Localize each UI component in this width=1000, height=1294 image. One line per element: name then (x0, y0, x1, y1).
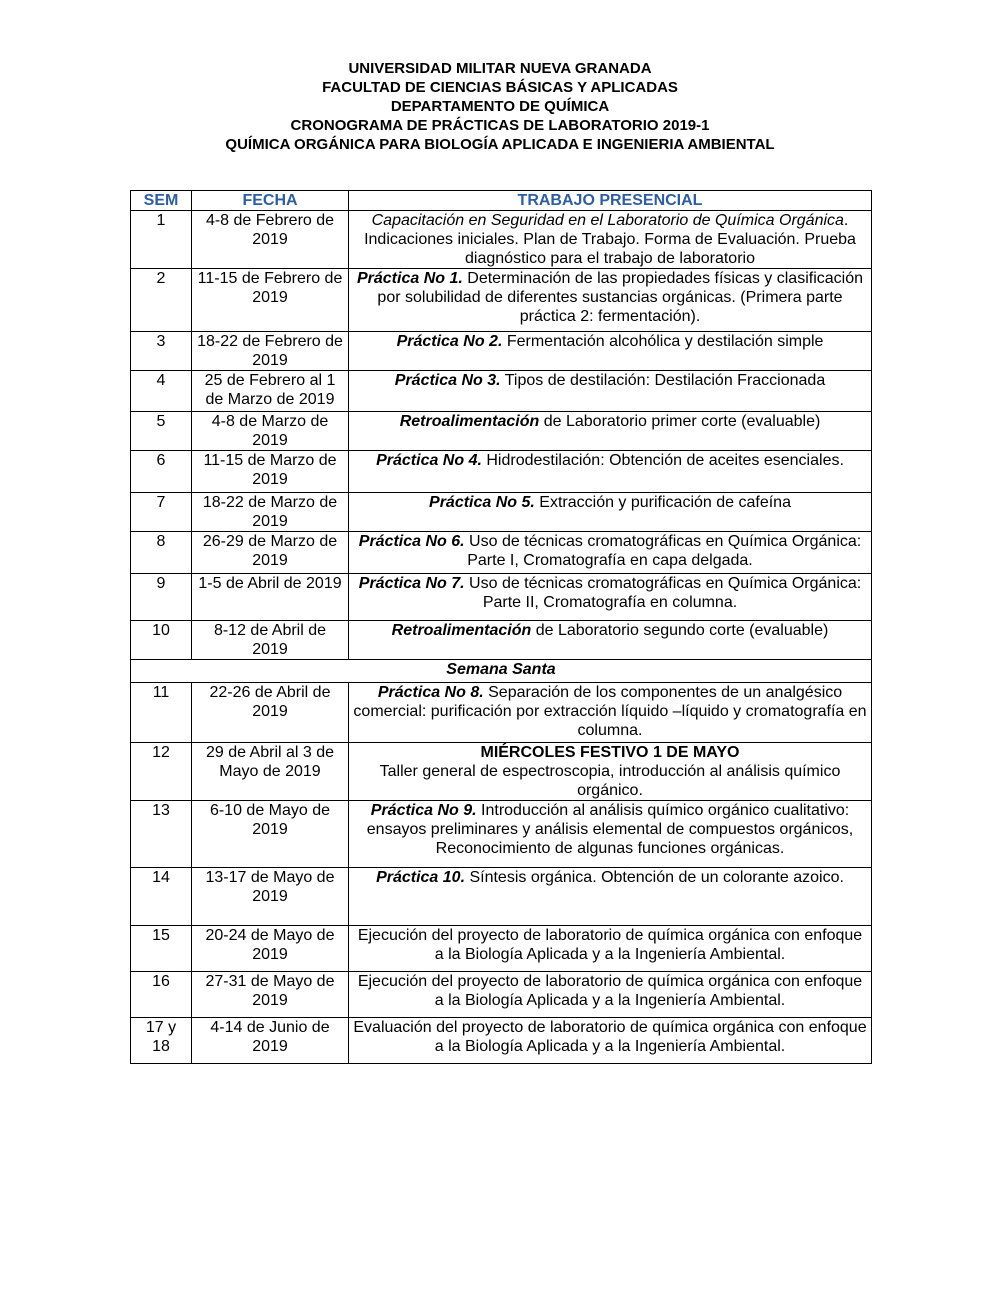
header-sem: SEM (131, 191, 192, 211)
cell-sem: 10 (131, 621, 192, 660)
cell-sem: 13 (131, 801, 192, 868)
cell-trabajo: Ejecución del proyecto de laboratorio de química orgánica con enfoque a la Biología Aplicada y a la Ingeniería Ambiental. (349, 926, 872, 972)
cell-trabajo (349, 371, 872, 412)
activity-lead: Capacitación en Seguridad en el Laboratorio de Química Orgánica (371, 212, 844, 229)
table-row (131, 868, 872, 926)
cell-sem: 5 (131, 412, 192, 451)
activity-lead: Práctica No 7. (358, 575, 465, 592)
activity-text: . Indicaciones iniciales. Plan de Trabajo. Forma de Evaluación. Prueba diagnóstico para el trabajo de laboratorio (364, 212, 856, 267)
cell-fecha: 4-8 de Febrero de 2019 (192, 211, 349, 269)
holiday-notice: MIÉRCOLES FESTIVO 1 DE MAYO (480, 744, 740, 761)
cell-fecha: 18-22 de Marzo de 2019 (192, 493, 349, 532)
activity-lead: Práctica No 8. (377, 684, 484, 701)
activity-lead: Práctica No 3. (394, 372, 501, 389)
cell-sem: 2 (131, 269, 192, 332)
cell-trabajo (349, 621, 872, 660)
table-row (131, 621, 872, 660)
cell-fecha: 18-22 de Febrero de 2019 (192, 332, 349, 371)
cell-sem: 6 (131, 451, 192, 493)
schedule-title: CRONOGRAMA DE PRÁCTICAS DE LABORATORIO 2019-1 (290, 117, 710, 134)
activity-text: Fermentación alcohólica y destilación simple (502, 333, 824, 350)
table-header-row (131, 191, 872, 211)
activity-lead: Retroalimentación (391, 622, 532, 639)
cell-fecha: 26-29 de Marzo de 2019 (192, 532, 349, 574)
cell-sem: 3 (131, 332, 192, 371)
table-row-holiday (131, 660, 872, 683)
cell-fecha: 27-31 de Mayo de 2019 (192, 972, 349, 1018)
activity-text: Hidrodestilación: Obtención de aceites esenciales. (481, 452, 844, 469)
table-row (131, 332, 872, 371)
cell-sem: 17 y 18 (131, 1018, 192, 1064)
cell-fecha: 25 de Febrero al 1 de Marzo de 2019 (192, 371, 349, 412)
cell-sem: 11 (131, 683, 192, 743)
cell-fecha: 1-5 de Abril de 2019 (192, 574, 349, 621)
cell-sem: 4 (131, 371, 192, 412)
cell-trabajo: Evaluación del proyecto de laboratorio de química orgánica con enfoque a la Biología Aplicada y a la Ingeniería Ambiental. (349, 1018, 872, 1064)
cell-trabajo (349, 412, 872, 451)
activity-text: Taller general de espectroscopia, introducción al análisis químico orgánico. (379, 763, 841, 799)
activity-text: Uso de técnicas cromatográficas en Química Orgánica: Parte II, Cromatografía en columna. (464, 575, 862, 611)
activity-lead: Práctica No 9. (370, 802, 477, 819)
university-name: UNIVERSIDAD MILITAR NUEVA GRANADA (348, 60, 652, 77)
activity-text: Introducción al análisis químico orgánico cualitativo: ensayos preliminares y análisis elemental de compuestos orgánicos, Reconocimiento de algunas funciones orgánicas. (366, 802, 854, 857)
cell-sem: 7 (131, 493, 192, 532)
activity-lead: Práctica No 2. (396, 333, 503, 350)
cell-trabajo (349, 743, 872, 801)
cell-trabajo (349, 574, 872, 621)
header-fecha: FECHA (192, 191, 349, 211)
cell-trabajo (349, 532, 872, 574)
cell-fecha: 4-8 de Marzo de 2019 (192, 412, 349, 451)
activity-text: de Laboratorio segundo corte (evaluable) (531, 622, 829, 639)
activity-text: Extracción y purificación de cafeína (534, 494, 791, 511)
table-row (131, 683, 872, 743)
table-row (131, 532, 872, 574)
course-name: QUÍMICA ORGÁNICA PARA BIOLOGÍA APLICADA E INGENIERIA AMBIENTAL (225, 136, 775, 153)
table-row (131, 451, 872, 493)
cell-sem: 15 (131, 926, 192, 972)
cell-trabajo (349, 493, 872, 532)
header-trabajo: TRABAJO PRESENCIAL (349, 191, 872, 211)
activity-text: Uso de técnicas cromatográficas en Química Orgánica: Parte I, Cromatografía en capa delgada. (464, 533, 862, 569)
activity-text: Determinación de las propiedades físicas y clasificación por solubilidad de diferentes sustancias orgánicas. (Primera parte práctica 2: fermentación). (377, 270, 864, 325)
table-row (131, 801, 872, 868)
activity-text: de Laboratorio primer corte (evaluable) (539, 413, 821, 430)
cell-fecha: 8-12 de Abril de 2019 (192, 621, 349, 660)
cell-sem: 14 (131, 868, 192, 926)
department-name: DEPARTAMENTO DE QUÍMICA (390, 98, 610, 115)
cell-trabajo (349, 332, 872, 371)
cell-fecha: 6-10 de Mayo de 2019 (192, 801, 349, 868)
cell-fecha: 20-24 de Mayo de 2019 (192, 926, 349, 972)
cell-fecha: 4-14 de Junio de 2019 (192, 1018, 349, 1064)
table-row (131, 574, 872, 621)
cell-fecha: 11-15 de Febrero de 2019 (192, 269, 349, 332)
cell-trabajo (349, 211, 872, 269)
cell-sem: 12 (131, 743, 192, 801)
activity-lead: Práctica 10. (376, 869, 466, 886)
cell-fecha: 29 de Abril al 3 de Mayo de 2019 (192, 743, 349, 801)
document-header (0, 59, 1000, 154)
cell-trabajo (349, 451, 872, 493)
table-row (131, 371, 872, 412)
activity-lead: Práctica No 5. (429, 494, 535, 511)
cell-trabajo (349, 269, 872, 332)
activity-lead: Práctica No 4. (376, 452, 482, 469)
table-row (131, 493, 872, 532)
activity-lead: Retroalimentación (399, 413, 540, 430)
cell-trabajo: Ejecución del proyecto de laboratorio de química orgánica con enfoque a la Biología Aplicada y a la Ingeniería Ambiental. (349, 972, 872, 1018)
table-row (131, 211, 872, 269)
table-row (131, 926, 872, 972)
activity-lead: Práctica No 1. (356, 270, 463, 287)
cell-sem: 8 (131, 532, 192, 574)
activity-lead: Práctica No 6. (358, 533, 465, 550)
semana-santa-cell: Semana Santa (131, 660, 872, 683)
cell-trabajo (349, 683, 872, 743)
table-row (131, 412, 872, 451)
cell-trabajo (349, 868, 872, 926)
cell-trabajo (349, 801, 872, 868)
cell-sem: 16 (131, 972, 192, 1018)
activity-text: Síntesis orgánica. Obtención de un colorante azoico. (465, 869, 844, 886)
table-row (131, 972, 872, 1018)
cell-fecha: 11-15 de Marzo de 2019 (192, 451, 349, 493)
faculty-name: FACULTAD DE CIENCIAS BÁSICAS Y APLICADAS (322, 79, 678, 96)
activity-text: Separación de los componentes de un analgésico comercial: purificación por extracción líquido –líquido y cromatografía en columna. (353, 684, 867, 739)
activity-text: Tipos de destilación: Destilación Fraccionada (500, 372, 826, 389)
cell-fecha: 22-26 de Abril de 2019 (192, 683, 349, 743)
cell-sem: 1 (131, 211, 192, 269)
table-row (131, 1018, 872, 1064)
table-row (131, 269, 872, 332)
cell-fecha: 13-17 de Mayo de 2019 (192, 868, 349, 926)
table-row (131, 743, 872, 801)
schedule-table (130, 190, 872, 1064)
cell-sem: 9 (131, 574, 192, 621)
